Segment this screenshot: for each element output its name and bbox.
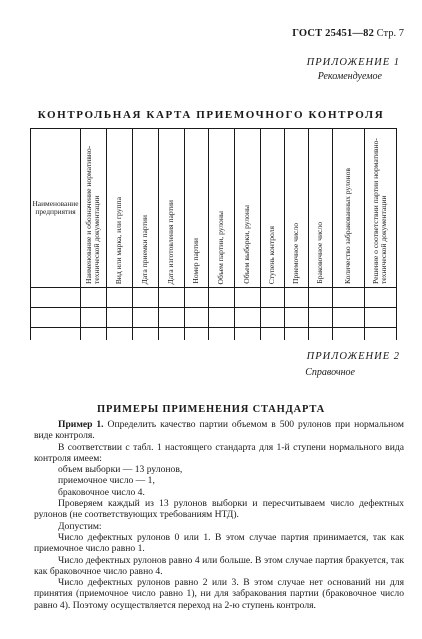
paragraph: В соответствии с табл. 1 настоящего стандарта для 1-й ступени нормального вида контроля имеем: bbox=[34, 441, 404, 464]
list-item: объем выборки — 13 рулонов, bbox=[58, 464, 183, 476]
paragraph: Проверяем каждый из 13 рулонов выборки и пересчитываем число дефектных рулонов (не соответствующих требованиям НТД). bbox=[34, 498, 404, 521]
paragraph: Допустим: bbox=[58, 520, 102, 532]
paragraph: Число дефектных рулонов равно 2 или 3. В этом случае нет оснований ни для принятия (приемочное число равно 1), ни для забракования партии (браковочное число равно 4). Поэтому осуществляется переход на 2-ю ступень контроля. bbox=[34, 577, 404, 611]
page-header bbox=[292, 28, 404, 39]
col-header-enterprise: Наименование предприятия bbox=[31, 129, 81, 288]
col-header-acceptance-date: Дата приемки партии bbox=[133, 129, 159, 288]
appendix1-title: ПРИЛОЖЕНИЕ 1 bbox=[306, 57, 400, 68]
card-title: КОНТРОЛЬНАЯ КАРТА ПРИЕМОЧНОГО КОНТРОЛЯ bbox=[37, 109, 385, 121]
col-header-batch-volume: Объем партии, рулоны bbox=[209, 129, 235, 288]
list-item: приемочное число — 1, bbox=[58, 475, 155, 487]
col-header-rejected-count: Количество забракованных рулонов bbox=[333, 129, 365, 288]
table-row bbox=[31, 328, 397, 341]
page-number: Стр. 7 bbox=[376, 28, 404, 39]
col-header-acceptance-number: Приемочное число bbox=[285, 129, 309, 288]
examples-body bbox=[34, 419, 404, 611]
col-header-decision: Решение о соответствии партии нормативно-технической документации bbox=[365, 129, 397, 288]
col-header-batch-number: Номер партии bbox=[185, 129, 209, 288]
paragraph: Число дефектных рулонов равно 4 или больше. В этом случае партия бракуется, так как браковочное число равно 4. bbox=[34, 554, 404, 577]
appendix1-subtitle: Рекомендуемое bbox=[317, 71, 382, 82]
col-header-sample-volume: Объем выборки, рулоны bbox=[235, 129, 261, 288]
col-header-type: Вид или марка, или группа bbox=[107, 129, 133, 288]
col-header-manufacture-date: Дата изготовления партии bbox=[159, 129, 185, 288]
col-header-rejection-number: Браковочное число bbox=[309, 129, 333, 288]
col-header-stage: Ступень контроля bbox=[261, 129, 285, 288]
appendix2-subtitle: Справочное bbox=[305, 367, 355, 378]
standard-code: ГОСТ 25451—82 bbox=[292, 28, 375, 39]
paragraph: Число дефектных рулонов 0 или 1. В этом случае партия принимается, так как приемочное число равно 1. bbox=[34, 531, 404, 555]
example1-paragraph: Пример 1. Определить качество партии объемом в 500 рулонов при нормальном виде контроля. bbox=[34, 419, 404, 442]
table-row bbox=[31, 308, 397, 328]
examples-title: ПРИМЕРЫ ПРИМЕНЕНИЯ СТАНДАРТА bbox=[96, 404, 325, 415]
list-item: браковочное число 4. bbox=[58, 486, 145, 498]
control-card-table bbox=[30, 128, 397, 340]
col-header-ntd: Наименование и обозначение нормативно-технической документации bbox=[81, 129, 107, 288]
table-row bbox=[31, 288, 397, 308]
appendix2-title: ПРИЛОЖЕНИЕ 2 bbox=[306, 351, 400, 362]
